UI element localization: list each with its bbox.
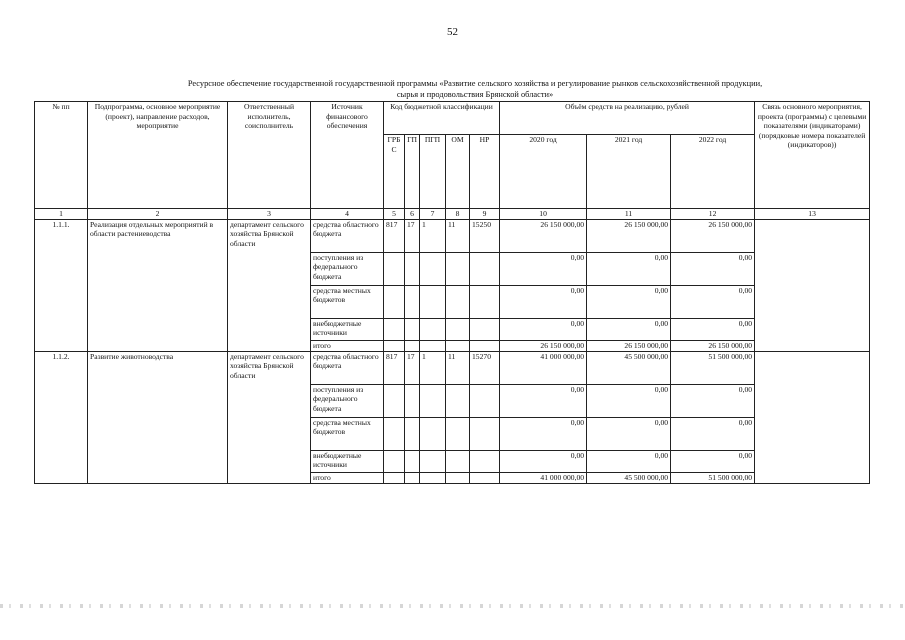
row-source: средства местных бюджетов	[311, 417, 384, 450]
value-2020: 0,00	[500, 384, 587, 417]
column-number: 12	[671, 209, 755, 220]
header-link: Связь основного мероприятия, проекта (программы) с целевыми показателями (индикаторами) (порядковые номера показателей (индикаторов))	[755, 102, 870, 209]
row-pgp: 1	[420, 219, 446, 252]
column-number: 10	[500, 209, 587, 220]
row-gp: 17	[405, 219, 420, 252]
value-2022: 0,00	[671, 318, 755, 340]
value-2022: 0,00	[671, 450, 755, 472]
column-number: 5	[384, 209, 405, 220]
value-2021: 26 150 000,00	[587, 340, 671, 351]
row-source: итого	[311, 472, 384, 483]
value-2022: 0,00	[671, 384, 755, 417]
value-2020: 0,00	[500, 318, 587, 340]
header-subprogram: Подпрограмма, основное мероприятие (проект), направление расходов, мероприятие	[88, 102, 228, 209]
header-budget-code: Код бюджетной классификации	[384, 102, 500, 135]
header-2022: 2022 год	[671, 135, 755, 209]
value-2022: 0,00	[671, 417, 755, 450]
resource-table	[34, 101, 870, 484]
row-name: Реализация отдельных мероприятий в области растениеводства	[88, 219, 228, 351]
document-title	[95, 78, 855, 100]
row-om: 11	[446, 351, 470, 384]
row-num: 1.1.1.	[35, 219, 88, 351]
value-2020: 41 000 000,00	[500, 472, 587, 483]
row-pgp: 1	[420, 351, 446, 384]
value-2021: 0,00	[587, 450, 671, 472]
value-2020: 26 150 000,00	[500, 340, 587, 351]
row-source: поступления из федерального бюджета	[311, 384, 384, 417]
value-2022: 26 150 000,00	[671, 340, 755, 351]
row-executor: департамент сельского хозяйства Брянской области	[228, 219, 311, 351]
value-2020: 41 000 000,00	[500, 351, 587, 384]
title-line-2: сырья и продовольствия Брянской области»	[396, 90, 554, 99]
value-2022: 26 150 000,00	[671, 219, 755, 252]
row-name: Развитие животноводства	[88, 351, 228, 483]
value-2020: 0,00	[500, 417, 587, 450]
header-om: ОМ	[446, 135, 470, 209]
value-2020: 0,00	[500, 285, 587, 318]
value-2021: 45 500 000,00	[587, 472, 671, 483]
header-source: Источник финансового обеспечения	[311, 102, 384, 209]
value-2020: 0,00	[500, 450, 587, 472]
value-2021: 0,00	[587, 285, 671, 318]
row-np: 15250	[470, 219, 500, 252]
row-source: внебюджетные источники	[311, 318, 384, 340]
header-2021: 2021 год	[587, 135, 671, 209]
row-source: средства областного бюджета	[311, 351, 384, 384]
column-number: 1	[35, 209, 88, 220]
table-row	[35, 351, 870, 384]
column-number: 3	[228, 209, 311, 220]
column-number: 7	[420, 209, 446, 220]
header-np: НР	[470, 135, 500, 209]
column-number: 4	[311, 209, 384, 220]
row-link	[755, 219, 870, 351]
value-2020: 26 150 000,00	[500, 219, 587, 252]
value-2021: 0,00	[587, 417, 671, 450]
value-2022: 0,00	[671, 285, 755, 318]
row-grbs: 817	[384, 351, 405, 384]
header-2020: 2020 год	[500, 135, 587, 209]
row-om: 11	[446, 219, 470, 252]
row-num: 1.1.2.	[35, 351, 88, 483]
value-2021: 0,00	[587, 252, 671, 285]
row-source: итого	[311, 340, 384, 351]
page-number: 52	[447, 26, 458, 38]
column-number: 8	[446, 209, 470, 220]
column-number: 9	[470, 209, 500, 220]
row-executor: департамент сельского хозяйства Брянской области	[228, 351, 311, 483]
value-2021: 0,00	[587, 384, 671, 417]
row-link	[755, 351, 870, 483]
row-gp: 17	[405, 351, 420, 384]
row-grbs: 817	[384, 219, 405, 252]
value-2022: 51 500 000,00	[671, 472, 755, 483]
header-executor: Ответственный исполнитель, соисполнитель	[228, 102, 311, 209]
table-row	[35, 219, 870, 252]
title-line-1: Ресурсное обеспечение государственной государственной программы «Развитие сельского хозяйства и регулирование рынков сельскохозяйственной продукции,	[187, 79, 763, 88]
value-2020: 0,00	[500, 252, 587, 285]
row-np: 15270	[470, 351, 500, 384]
row-source: внебюджетные источники	[311, 450, 384, 472]
value-2022: 51 500 000,00	[671, 351, 755, 384]
header-grbs: ГРБС	[384, 135, 405, 209]
scan-noise	[0, 604, 905, 608]
header-volume: Объём средств на реализацию, рублей	[500, 102, 755, 135]
header-pgp: ПГП	[420, 135, 446, 209]
column-numbers-row	[35, 209, 870, 220]
value-2021: 0,00	[587, 318, 671, 340]
value-2022: 0,00	[671, 252, 755, 285]
column-number: 2	[88, 209, 228, 220]
column-number: 11	[587, 209, 671, 220]
row-source: поступления из федерального бюджета	[311, 252, 384, 285]
column-number: 13	[755, 209, 870, 220]
value-2021: 45 500 000,00	[587, 351, 671, 384]
row-source: средства областного бюджета	[311, 219, 384, 252]
value-2021: 26 150 000,00	[587, 219, 671, 252]
header-gp: ГП	[405, 135, 420, 209]
header-num: № пп	[35, 102, 88, 209]
column-number: 6	[405, 209, 420, 220]
row-source: средства местных бюджетов	[311, 285, 384, 318]
